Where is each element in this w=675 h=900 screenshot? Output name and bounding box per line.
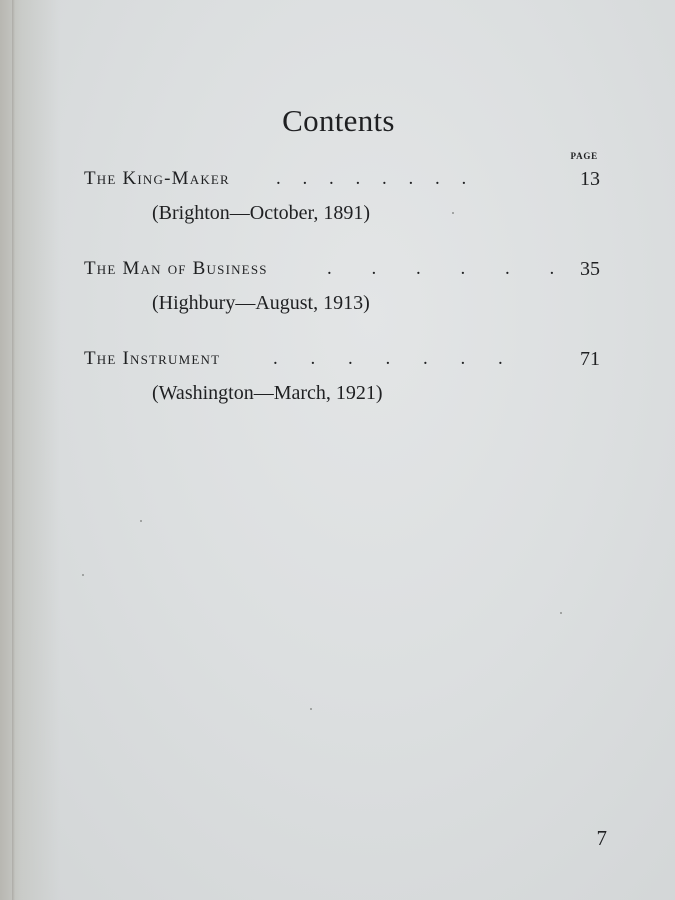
toc-entry-page-number: 13 bbox=[580, 168, 600, 190]
toc-entry-subtitle: (Washington—March, 1921) bbox=[152, 382, 383, 404]
toc-entry-leader-dots: . . . . . . . bbox=[273, 348, 503, 369]
toc-entry-page-number: 35 bbox=[580, 258, 600, 280]
contents-heading bbox=[0, 103, 675, 139]
toc-entry-title: The Man of Business bbox=[84, 258, 268, 279]
paper-speck bbox=[82, 574, 84, 576]
page-column-label: PAGE bbox=[570, 151, 598, 161]
toc-entry-subtitle: (Brighton—October, 1891) bbox=[152, 202, 371, 224]
toc-entry-leader-dots: . . . . . . . . bbox=[276, 168, 467, 189]
toc-entry bbox=[84, 258, 600, 286]
paper-speck bbox=[310, 708, 312, 710]
toc-entry-page-number: 71 bbox=[580, 348, 600, 370]
paper-speck bbox=[140, 520, 142, 522]
toc-entry-title: The King-Maker bbox=[84, 168, 230, 189]
toc-entry-leader-dots: . . . . . . bbox=[327, 258, 555, 279]
toc-entry-subtitle: (Highbury—August, 1913) bbox=[152, 292, 370, 314]
contents-heading-text: Contents bbox=[282, 103, 395, 138]
toc-entry-title: The Instrument bbox=[84, 348, 221, 369]
page-folio-number: 7 bbox=[596, 826, 607, 850]
paper-speck bbox=[452, 212, 454, 214]
paper-speck bbox=[560, 612, 562, 614]
toc-entry bbox=[84, 168, 600, 196]
toc-entry bbox=[84, 348, 600, 376]
